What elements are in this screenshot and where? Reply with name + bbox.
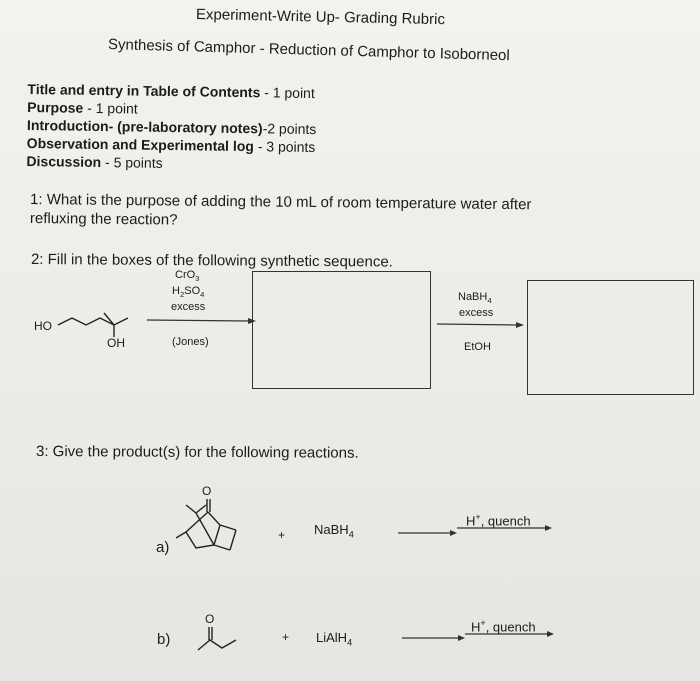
reagent-nabh4: NaBH$_4$ xyxy=(458,291,492,306)
reagent-a: NaBH$_4$ xyxy=(314,522,354,540)
rubric-item-points: - 1 point xyxy=(260,84,315,102)
oh-label: OH xyxy=(107,336,125,350)
rubric-item-label: Introduction- (pre-laboratory notes) xyxy=(26,117,263,137)
reagent-cro3-text: CrO$_3$ xyxy=(175,269,200,284)
reagent2-excess: excess xyxy=(459,307,494,319)
carbonyl-o-a: O xyxy=(202,484,212,498)
reagent-h2so4: $H_2SO_4$ xyxy=(172,285,205,300)
rubric-item-label: Title and entry in Table of Contents xyxy=(27,81,261,101)
conditions-a: H+, quench xyxy=(466,512,531,529)
reaction-b-label: b) xyxy=(157,631,171,648)
question-1-line2: refluxing the reaction? xyxy=(29,209,178,229)
rubric-item-label: Purpose xyxy=(27,99,84,116)
rubric-item-label: Discussion xyxy=(26,152,102,171)
rubric-item-points: - 3 points xyxy=(253,138,316,156)
reagent-etoh: EtOH xyxy=(464,341,491,353)
question-3: 3: Give the product(s) for the following reactions. xyxy=(35,443,359,462)
reaction-a-label: a) xyxy=(156,539,170,556)
page-subtitle: Synthesis of Camphor - Reduction of Camphor to Isoborneol xyxy=(107,36,510,65)
question-2: 2: Fill in the boxes of the following synthetic sequence. xyxy=(30,251,393,271)
question-1-line1: 1: What is the purpose of adding the 10 mL of room temperature water after xyxy=(30,191,532,214)
conditions-b: H+, quench xyxy=(471,618,536,635)
plus-a: + xyxy=(278,528,286,542)
reagent1-excess: excess xyxy=(171,301,206,313)
rubric-item-points: - 5 points xyxy=(101,154,163,171)
reagent-jones: (Jones) xyxy=(172,336,209,348)
carbonyl-o-b: O xyxy=(205,612,215,626)
plus-b: + xyxy=(282,630,290,644)
reagent-b: LiAlH$_4$ xyxy=(316,630,353,648)
page-title: Experiment-Write Up- Grading Rubric xyxy=(195,6,446,29)
rubric-item-points: -2 points xyxy=(262,120,317,138)
ho-label: HO xyxy=(34,319,52,333)
rubric-item-points: - 1 point xyxy=(83,99,138,117)
rubric-item-label: Observation and Experimental log xyxy=(26,134,255,155)
